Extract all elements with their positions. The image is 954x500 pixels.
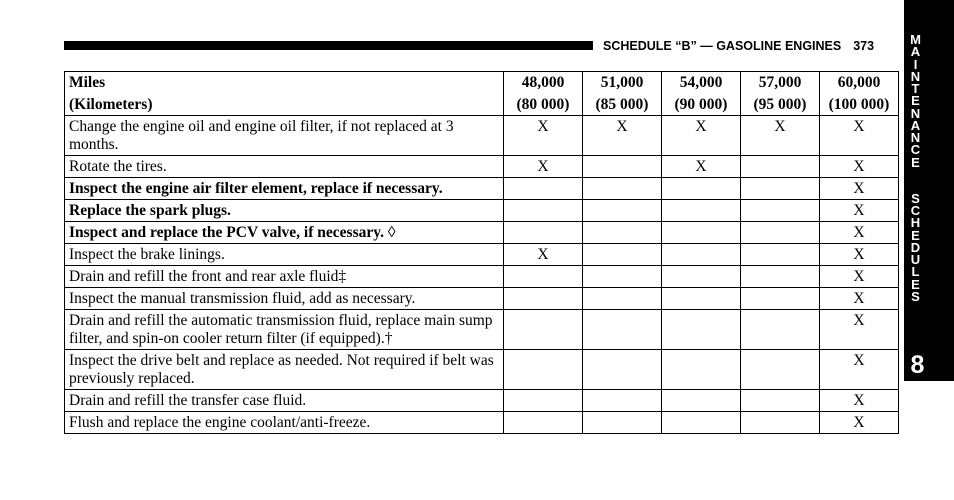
service-mark: X: [820, 178, 899, 200]
service-mark: [741, 412, 820, 434]
item-column-header: [65, 72, 504, 116]
service-mark: [741, 222, 820, 244]
service-mark: [662, 222, 741, 244]
service-mark: [504, 178, 583, 200]
service-mark: X: [583, 116, 662, 156]
service-mark: [583, 412, 662, 434]
interval-header: [583, 72, 662, 116]
service-mark: [741, 266, 820, 288]
service-mark: [741, 244, 820, 266]
service-mark: [583, 200, 662, 222]
chapter-tab-letter: E: [911, 154, 920, 170]
service-item: Change the engine oil and engine oil filter, if not replaced at 3 months.: [65, 116, 504, 156]
page-number: 373: [853, 39, 875, 53]
service-mark: [583, 288, 662, 310]
interval-km: (95 000): [753, 96, 807, 113]
service-mark: [662, 310, 741, 350]
table-row: [65, 390, 899, 412]
service-item: Inspect and replace the PCV valve, if necessary. ◊: [65, 222, 504, 244]
service-mark: [504, 288, 583, 310]
interval-miles: 60,000: [837, 74, 881, 91]
service-mark: [741, 310, 820, 350]
interval-miles: 48,000: [521, 74, 565, 91]
service-mark: X: [820, 222, 899, 244]
interval-header: [820, 72, 899, 116]
table-row: [65, 266, 899, 288]
interval-miles: 57,000: [758, 74, 802, 91]
service-mark: X: [820, 266, 899, 288]
table-row: [65, 222, 899, 244]
section-title: SCHEDULE “B” — GASOLINE ENGINES: [603, 39, 842, 53]
service-mark: [662, 390, 741, 412]
service-mark: X: [820, 310, 899, 350]
chapter-tab-gap: [904, 169, 927, 193]
interval-header: [662, 72, 741, 116]
service-mark: [662, 350, 741, 390]
chapter-tab-letter: A: [910, 117, 921, 133]
service-mark: [741, 200, 820, 222]
service-item: Replace the spark plugs.: [65, 200, 504, 222]
interval-km: (100 000): [828, 96, 890, 113]
service-mark: X: [820, 350, 899, 390]
service-mark: [662, 200, 741, 222]
interval-miles: 51,000: [600, 74, 644, 91]
chapter-tab-letter: S: [911, 288, 920, 304]
chapter-tab-letter: A: [910, 44, 921, 60]
table-row: [65, 288, 899, 310]
header-rule: [64, 41, 593, 50]
service-mark: [741, 178, 820, 200]
service-mark: [741, 350, 820, 390]
service-mark: [741, 390, 820, 412]
interval-header: [504, 72, 583, 116]
chapter-tab-letter: E: [911, 276, 920, 292]
chapter-tab: [904, 0, 954, 381]
service-mark: [583, 222, 662, 244]
service-mark: X: [820, 390, 899, 412]
service-item: Flush and replace the engine coolant/anti-freeze.: [65, 412, 504, 434]
miles-label: Miles: [69, 74, 106, 91]
service-mark: X: [820, 412, 899, 434]
service-mark: [662, 178, 741, 200]
service-mark: [504, 350, 583, 390]
table-row: [65, 116, 899, 156]
chapter-tab-letter: S: [911, 190, 920, 206]
table-row: [65, 350, 899, 390]
table-row: [65, 178, 899, 200]
chapter-tab-letter: D: [910, 239, 921, 255]
service-mark: X: [820, 200, 899, 222]
interval-km: (90 000): [674, 96, 728, 113]
service-mark: [583, 178, 662, 200]
kilometers-label: (Kilometers): [69, 96, 153, 113]
chapter-tab-letter: N: [910, 68, 921, 84]
service-mark: [504, 200, 583, 222]
service-mark: [583, 266, 662, 288]
service-mark: [583, 156, 662, 178]
service-mark: [662, 266, 741, 288]
chapter-tab-letter: U: [910, 252, 921, 267]
service-mark: [741, 156, 820, 178]
chapter-tab-label: [904, 34, 927, 303]
service-mark: X: [504, 244, 583, 266]
service-item: Drain and refill the automatic transmission fluid, replace main sump filter, and spin-on cooler return filter (if equipped).†: [65, 310, 504, 350]
service-mark: [741, 288, 820, 310]
chapter-tab-letter: E: [911, 93, 920, 109]
chapter-tab-letter: C: [910, 203, 921, 218]
service-item: Rotate the tires.: [65, 156, 504, 178]
service-mark: X: [504, 116, 583, 156]
maintenance-schedule-table: [64, 71, 899, 434]
chapter-tab-letter: H: [910, 215, 921, 231]
service-mark: X: [662, 116, 741, 156]
table-row: [65, 310, 899, 350]
service-mark: [662, 412, 741, 434]
table-row: [65, 244, 899, 266]
service-mark: X: [820, 116, 899, 156]
service-item: Inspect the brake linings.: [65, 244, 504, 266]
service-mark: X: [820, 288, 899, 310]
service-item: Inspect the manual transmission fluid, add as necessary.: [65, 288, 504, 310]
chapter-number: 8: [910, 351, 925, 379]
service-item: Drain and refill the front and rear axle fluid‡: [65, 266, 504, 288]
chapter-tab-letter: E: [911, 227, 920, 243]
service-mark: X: [820, 244, 899, 266]
chapter-tab-letter: L: [911, 264, 920, 280]
chapter-tab-letter: M: [910, 32, 921, 47]
service-mark: [504, 390, 583, 412]
service-mark: [504, 266, 583, 288]
service-mark: [583, 310, 662, 350]
service-mark: [662, 244, 741, 266]
service-mark: X: [820, 156, 899, 178]
table-row: [65, 156, 899, 178]
service-mark: [583, 244, 662, 266]
service-mark: [504, 222, 583, 244]
table-header-row: [65, 72, 899, 116]
service-mark: X: [662, 156, 741, 178]
chapter-tab-letter: N: [910, 130, 921, 145]
interval-km: (85 000): [595, 96, 649, 113]
chapter-tab-letter: I: [913, 56, 918, 72]
service-item: Inspect the drive belt and replace as needed. Not required if belt was previously replaced.: [65, 350, 504, 390]
service-mark: [583, 390, 662, 412]
chapter-tab-letter: C: [910, 142, 921, 158]
interval-miles: 54,000: [679, 74, 723, 91]
chapter-tab-letter: N: [910, 105, 921, 121]
service-mark: [583, 350, 662, 390]
running-header: [603, 38, 874, 54]
table-row: [65, 200, 899, 222]
service-mark: [662, 288, 741, 310]
chapter-tab-letter: T: [911, 81, 920, 96]
service-mark: [504, 412, 583, 434]
service-item: Drain and refill the transfer case fluid.: [65, 390, 504, 412]
table-row: [65, 412, 899, 434]
interval-km: (80 000): [516, 96, 570, 113]
service-mark: [504, 310, 583, 350]
service-mark: X: [504, 156, 583, 178]
interval-header: [741, 72, 820, 116]
service-mark: X: [741, 116, 820, 156]
service-item: Inspect the engine air filter element, replace if necessary.: [65, 178, 504, 200]
